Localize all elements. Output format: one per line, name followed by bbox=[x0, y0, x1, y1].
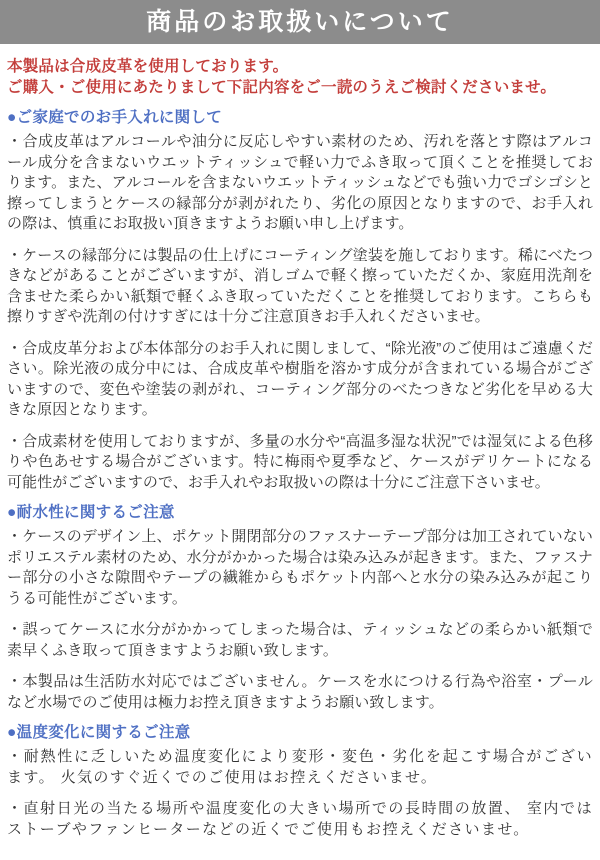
section-heading-home-care: ●ご家庭でのお手入れに関して bbox=[7, 109, 223, 126]
care-paragraph: ・ケースの縁部分には製品の仕上げにコーティング塗装を施しております。稀にべたつきなどがあることがございますが、消しゴムで軽く擦っていただくか、家庭用洗剤を含ませた柔らかい紙類で軽くふき取っていただくことを推奨しております。こちらも擦りすぎや洗剤の付けすぎには十分ご注意頂きお手入れくださいませ。 bbox=[7, 246, 593, 325]
care-paragraph: ・合成皮革分および本体部分のお手入れに関しまして、“除光液”のご使用はご遠慮ください。除光液の成分中には、合成皮革や樹脂を溶かす成分が含まれている場合がございますので、変色や塗装の剥がれ、コーティング部分のべたつきなど劣化を早める大きな原因となります。 bbox=[7, 339, 593, 418]
care-paragraph: ・直射日光の当たる場所や温度変化の大きい場所での長時間の放置、 室内ではストーブやファンヒーターなどの近くでご使用もお控えくださいませ。 bbox=[7, 800, 593, 838]
notice-content bbox=[0, 44, 600, 860]
care-paragraph: ・耐熱性に乏しいため温度変化により変形・変色・劣化を起こす場合がございます。 火気のすぐ近くでのご使用はお控えくださいませ。 bbox=[7, 748, 593, 786]
page-header bbox=[0, 0, 600, 44]
care-paragraph: ・本製品は生活防水対応ではございません。ケースを水につける行為や浴室・プールなど水場でのご使用は極力お控え頂きますようお願い致します。 bbox=[7, 673, 593, 711]
care-paragraph: ・誤ってケースに水分がかかってしまった場合は、ティッシュなどの柔らかい紙類で素早くふき取って頂きますようお願い致します。 bbox=[7, 621, 593, 659]
section-heading-temperature: ●温度変化に関するご注意 bbox=[7, 724, 191, 741]
intro-warning bbox=[7, 56, 593, 98]
intro-warning-line-1: 本製品は合成皮革を使用しております。 bbox=[7, 58, 289, 75]
section-home-care bbox=[7, 107, 593, 493]
care-paragraph: ・合成皮革はアルコールや油分に反応しやすい素材のため、汚れを落とす際はアルコール成分を含まないウエットティッシュで軽い力でふき取って頂くことを推奨しております。また、アルコールを含まないウエットティッシュなどでも強い力でゴシゴシと擦ってしまうとケースの縁部分が剥がれたり、劣化の原因となりますので、お手入れの際は、慎重にお取扱い頂きますようお願い申し上げます。 bbox=[7, 133, 593, 232]
section-heading-water-resistance: ●耐水性に関するご注意 bbox=[7, 504, 175, 521]
intro-warning-line-2: ご購入・ご使用にあたりまして下記内容をご一読のうえご検討くださいませ。 bbox=[7, 79, 557, 96]
section-water-resistance bbox=[7, 502, 593, 713]
page-title: 商品のお取扱いについて bbox=[146, 7, 454, 36]
care-paragraph: ・合成素材を使用しておりますが、多量の水分や“高温多湿な状況”では湿気による色移りや色あせする場合がございます。特に梅雨や夏季など、ケースがデリケートになる可能性がございますので、お手入れやお取扱いの際は十分にご注意下さいませ。 bbox=[7, 432, 593, 491]
section-temperature bbox=[7, 722, 593, 840]
care-paragraph: ・ケースのデザイン上、ポケット開閉部分のファスナーテープ部分は加工されていないポリエステル素材のため、水分がかかった場合は染み込みが起きます。また、ファスナー部分の小さな隙間やテープの繊維からもポケット内部へと水分の染み込みが起こりうる可能性がございます。 bbox=[7, 528, 593, 607]
